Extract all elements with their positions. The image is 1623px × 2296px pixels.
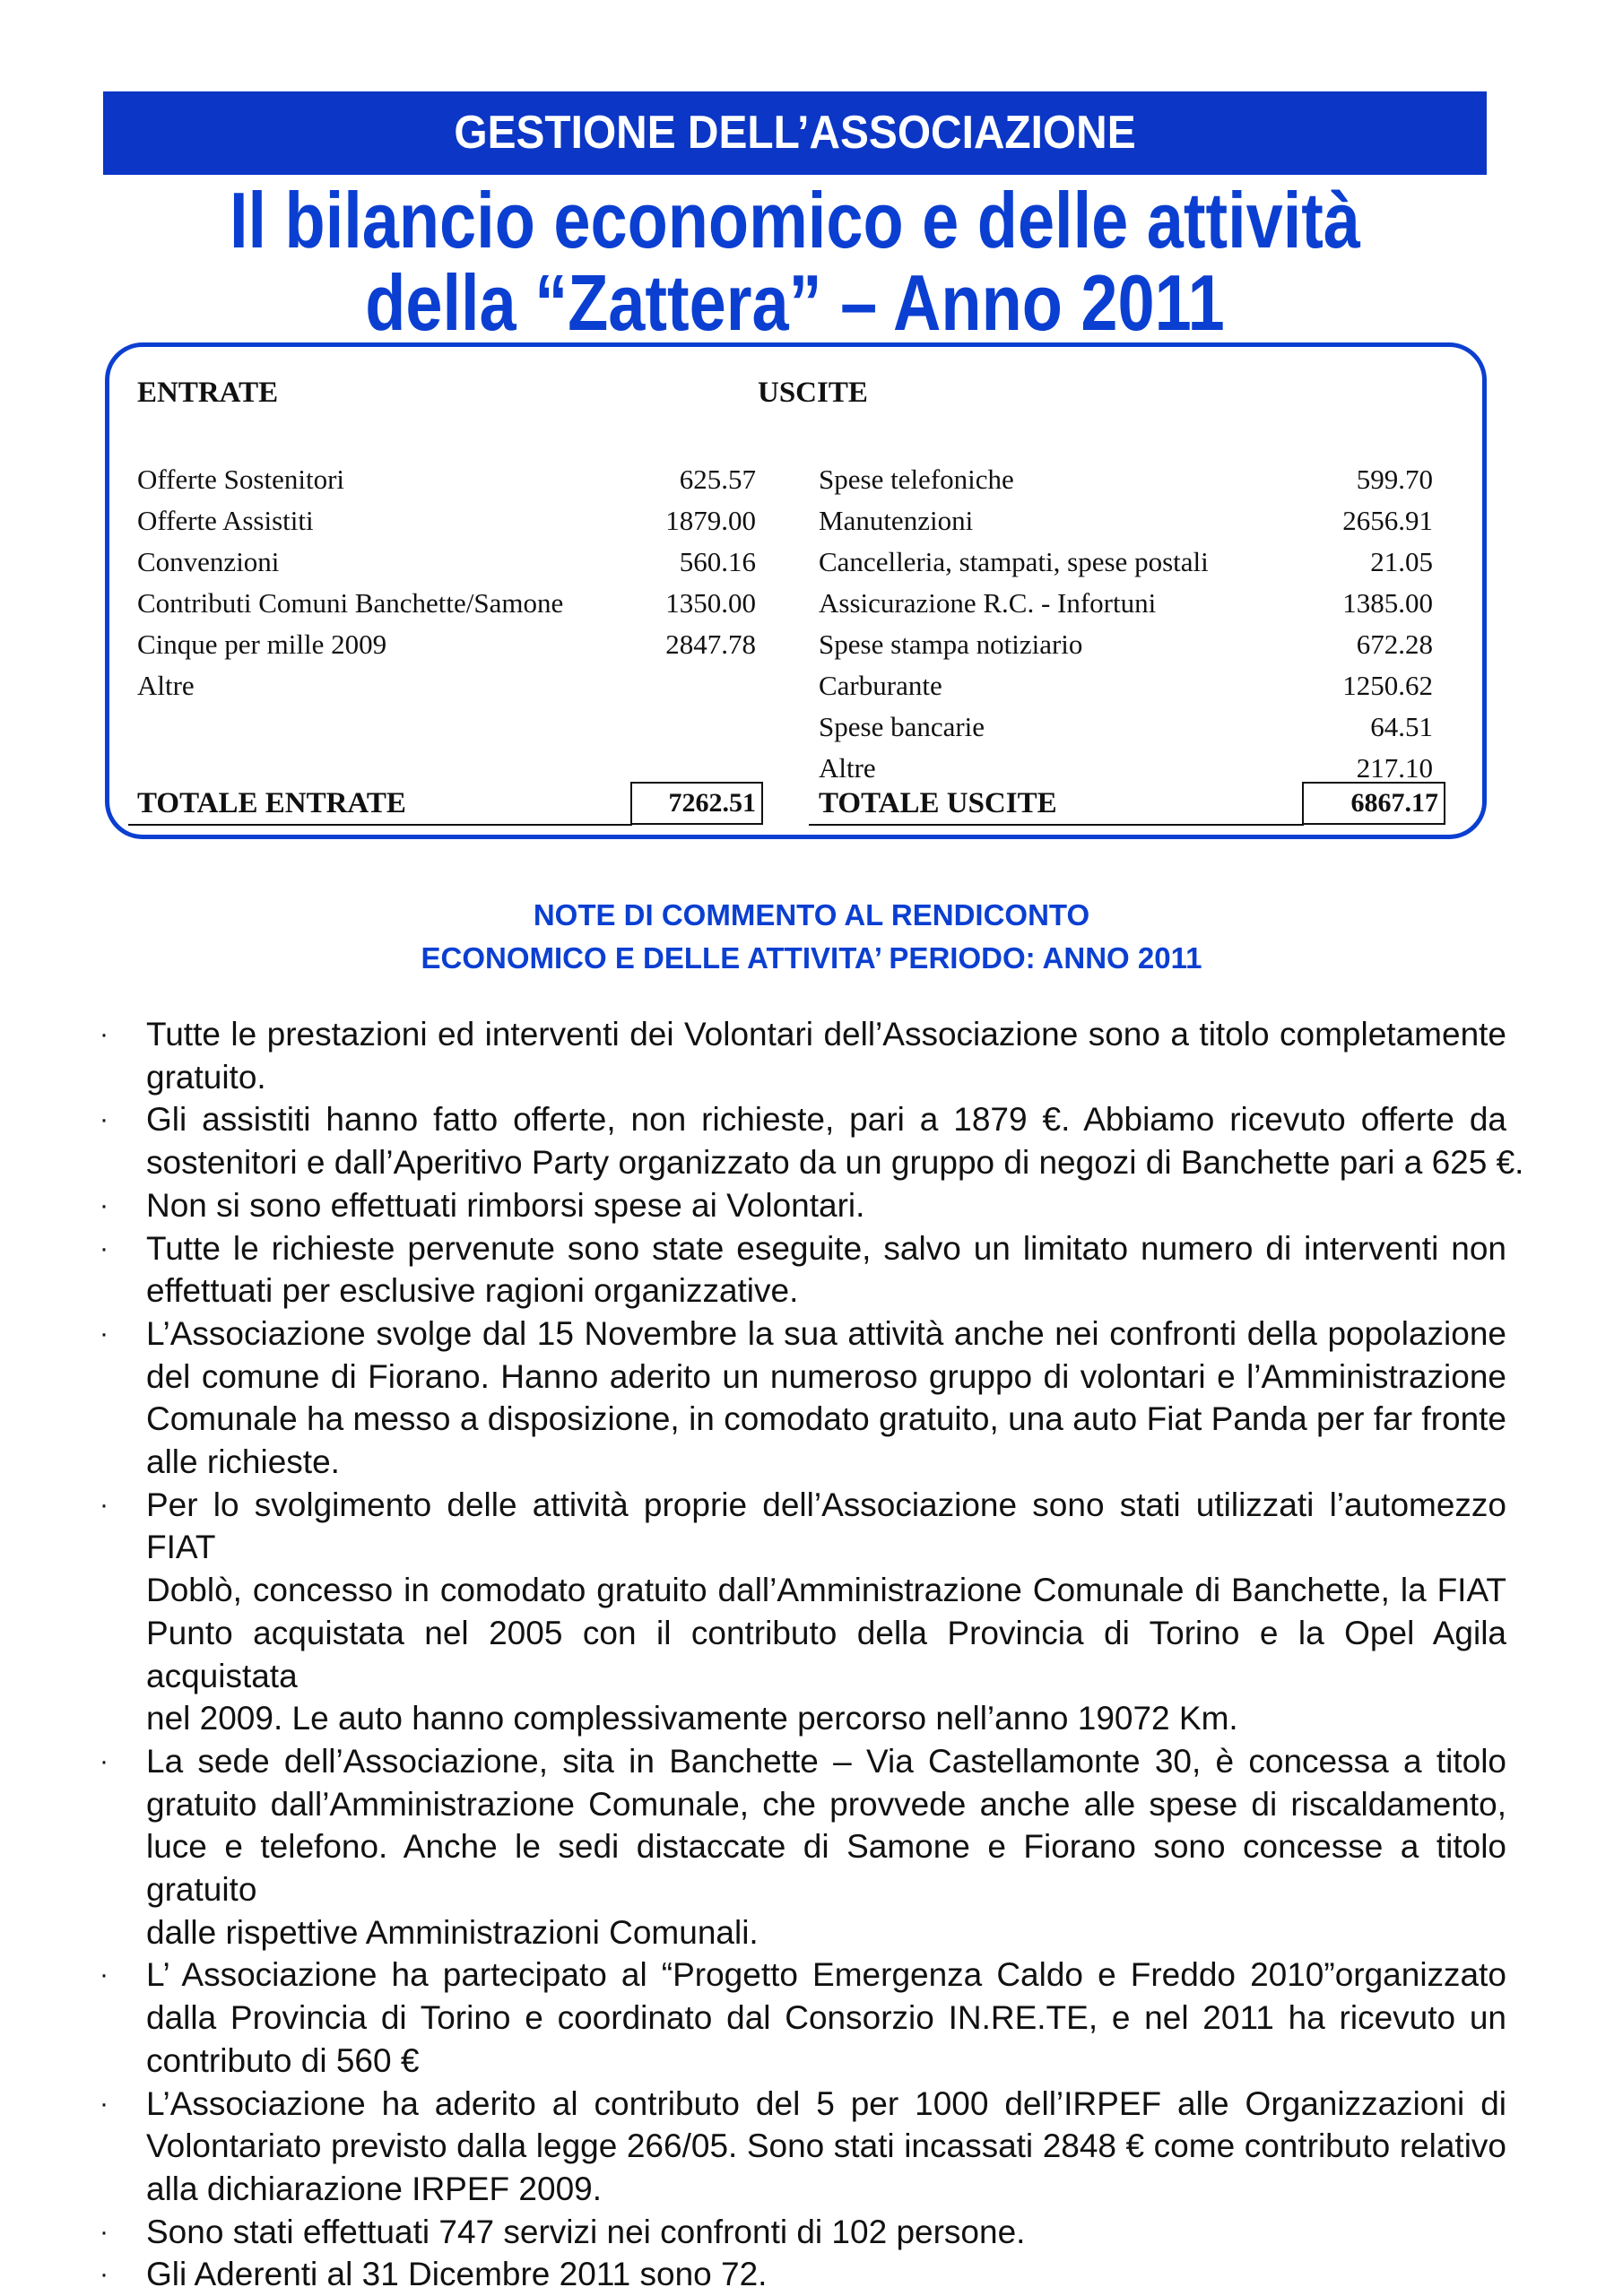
section-banner-label: GESTIONE DELL’ASSOCIAZIONE: [454, 107, 1136, 159]
table-row: [819, 706, 1433, 748]
row-value: 217.10: [1356, 752, 1433, 784]
notes-list: [90, 1013, 1524, 2296]
entrate-total-underline: [128, 824, 632, 826]
list-item: [90, 1013, 1506, 1098]
list-item: [90, 2083, 1506, 2211]
row-value: 1385.00: [1342, 587, 1433, 619]
list-item: [90, 2211, 1506, 2254]
note-line: alla dichiarazione IRPEF 2009.: [146, 2170, 603, 2207]
notes-heading: [103, 894, 1520, 980]
notes-heading-line-2: ECONOMICO E DELLE ATTIVITA’ PERIODO: ANNO 2011: [421, 941, 1202, 975]
note-line: Gli Aderenti al 31 Dicembre 2011 sono 72.: [146, 2256, 768, 2293]
table-row: [819, 665, 1433, 706]
bullet-icon: ·: [100, 1019, 108, 1049]
row-label: Offerte Sostenitori: [137, 464, 345, 495]
list-item: [90, 1484, 1506, 1740]
table-row: [137, 459, 756, 500]
table-row: [819, 583, 1433, 624]
table-row: [819, 500, 1433, 542]
totale-entrate-value: 7262.51: [630, 782, 763, 825]
note-line: dalle rispettive Amministrazioni Comunali.: [146, 1913, 759, 1951]
row-value: 21.05: [1370, 546, 1433, 577]
list-item: [90, 1740, 1506, 1954]
row-value: 625.57: [679, 464, 756, 495]
row-label: Manutenzioni: [819, 505, 974, 536]
bullet-icon: ·: [100, 1318, 108, 1348]
note-line: Punto acquistata nel 2005 con il contributo della Provincia di Torino e la Opel Agila acquistata: [146, 1614, 1506, 1694]
entrate-header: ENTRATE: [137, 377, 279, 409]
row-label: Convenzioni: [137, 546, 280, 577]
page-title-line-1: Il bilancio economico e delle attività: [229, 176, 1361, 264]
row-value: 1250.62: [1342, 670, 1433, 701]
bullet-icon: ·: [100, 1233, 108, 1263]
list-item: [90, 1098, 1524, 1183]
table-row: [819, 459, 1433, 500]
list-item: [90, 1313, 1506, 1484]
note-line: gratuito.: [146, 1058, 266, 1096]
row-label: Altre: [819, 752, 876, 784]
note-line: alle richieste.: [146, 1443, 340, 1481]
row-label: Spese telefoniche: [819, 464, 1014, 495]
table-row: [819, 542, 1433, 583]
bullet-icon: ·: [100, 1489, 108, 1520]
note-line: L’Associazione svolge dal 15 Novembre la sua attività anche nei confronti della popolazione: [146, 1314, 1506, 1352]
note-line: La sede dell’Associazione, sita in Banchette – Via Castellamonte 30, è concessa a titolo: [146, 1742, 1506, 1780]
row-value: 560.16: [679, 546, 756, 577]
table-row: [137, 665, 756, 706]
row-label: Offerte Assistiti: [137, 505, 314, 536]
note-line: effettuati per esclusive ragioni organizzative.: [146, 1272, 799, 1310]
row-label: Carburante: [819, 670, 942, 701]
table-row: [137, 624, 756, 665]
uscite-table: [819, 459, 1433, 789]
row-value: 599.70: [1356, 464, 1433, 495]
note-line: Comunale ha messo a disposizione, in comodato gratuito, una auto Fiat Panda per far fronte: [146, 1400, 1506, 1438]
notes-heading-line-1: NOTE DI COMMENTO AL RENDICONTO: [533, 898, 1090, 931]
note-line: L’ Associazione ha partecipato al “Progetto Emergenza Caldo e Freddo 2010”organizzato: [146, 1956, 1506, 1994]
list-item: [90, 1227, 1506, 1313]
section-banner: [103, 91, 1487, 175]
note-line: Per lo svolgimento delle attività proprie dell’Associazione sono stati utilizzati l’automezzo FIAT: [146, 1486, 1506, 1566]
uscite-header: USCITE: [758, 377, 868, 409]
row-value: 672.28: [1356, 628, 1433, 660]
row-value: 1350.00: [665, 587, 756, 619]
note-line: nel 2009. Le auto hanno complessivamente percorso nell’anno 19072 Km.: [146, 1700, 1238, 1737]
row-label: Cinque per mille 2009: [137, 628, 387, 660]
table-row: [137, 500, 756, 542]
note-line: del comune di Fiorano. Hanno aderito un numeroso gruppo di volontari e l’Amministrazione: [146, 1357, 1506, 1395]
bullet-icon: ·: [100, 2216, 108, 2247]
bullet-icon: ·: [100, 2088, 108, 2118]
note-line: Sono stati effettuati 747 servizi nei confronti di 102 persone.: [146, 2213, 1026, 2250]
note-line: Gli assistiti hanno fatto offerte, non richieste, pari a 1879 €. Abbiamo ricevuto offerte da: [146, 1101, 1506, 1139]
note-line: Doblò, concesso in comodato gratuito dall’Amministrazione Comunale di Banchette, la FIAT: [146, 1572, 1506, 1609]
row-value: 64.51: [1370, 711, 1433, 742]
bullet-icon: ·: [100, 1746, 108, 1776]
note-line: dalla Provincia di Torino e coordinato dal Consorzio IN.RE.TE, e nel 2011 ha ricevuto un: [146, 1999, 1506, 2037]
note-line: Volontariato previsto dalla legge 266/05. Sono stati incassati 2848 € come contributo relativo: [146, 2127, 1506, 2165]
row-label: Contributi Comuni Banchette/Samone: [137, 587, 564, 619]
bullet-icon: ·: [100, 1105, 108, 1135]
list-item: [90, 2253, 1506, 2296]
uscite-total-underline: [809, 824, 1304, 826]
row-value: 1879.00: [665, 505, 756, 536]
note-line: contributo di 560 €: [146, 2041, 420, 2079]
bullet-icon: ·: [100, 2259, 108, 2290]
list-item: [90, 1184, 1506, 1227]
note-line: L’Associazione ha aderito al contributo del 5 per 1000 dell’IRPEF alle Organizzazioni di: [146, 2084, 1506, 2122]
totale-uscite-label: TOTALE USCITE: [819, 787, 1057, 819]
note-line: Tutte le prestazioni ed interventi dei Volontari dell’Associazione sono a titolo completamente: [146, 1016, 1506, 1053]
row-label: Altre: [137, 670, 195, 701]
page-title-line-2: della “Zattera” – Anno 2011: [365, 258, 1225, 347]
row-value: 2656.91: [1342, 505, 1433, 536]
row-label: Cancelleria, stampati, spese postali: [819, 546, 1209, 577]
bullet-icon: ·: [100, 1960, 108, 1990]
totale-uscite-value: 6867.17: [1302, 782, 1445, 825]
entrate-table: [137, 459, 756, 706]
bullet-icon: ·: [100, 1190, 108, 1220]
row-value: 2847.78: [665, 628, 756, 660]
note-line: Tutte le richieste pervenute sono state eseguite, salvo un limitato numero di interventi non: [146, 1229, 1506, 1267]
row-label: Assicurazione R.C. - Infortuni: [819, 587, 1157, 619]
table-row: [819, 624, 1433, 665]
row-label: Spese bancarie: [819, 711, 985, 742]
note-line: Non si sono effettuati rimborsi spese ai Volontari.: [146, 1186, 865, 1224]
note-line: sostenitori e dall’Aperitivo Party organizzato da un gruppo di negozi di Banchette pari a 625 €.: [146, 1144, 1524, 1182]
totale-entrate-label: TOTALE ENTRATE: [137, 787, 406, 819]
table-row: [137, 583, 756, 624]
list-item: [90, 1954, 1506, 2082]
row-label: Spese stampa notiziario: [819, 628, 1083, 660]
table-row: [137, 542, 756, 583]
note-line: luce e telefono. Anche le sedi distaccate di Samone e Fiorano sono concesse a titolo gratuito: [146, 1828, 1506, 1909]
note-line: gratuito dall’Amministrazione Comunale, che provvede anche alle spese di riscaldamento,: [146, 1785, 1506, 1823]
